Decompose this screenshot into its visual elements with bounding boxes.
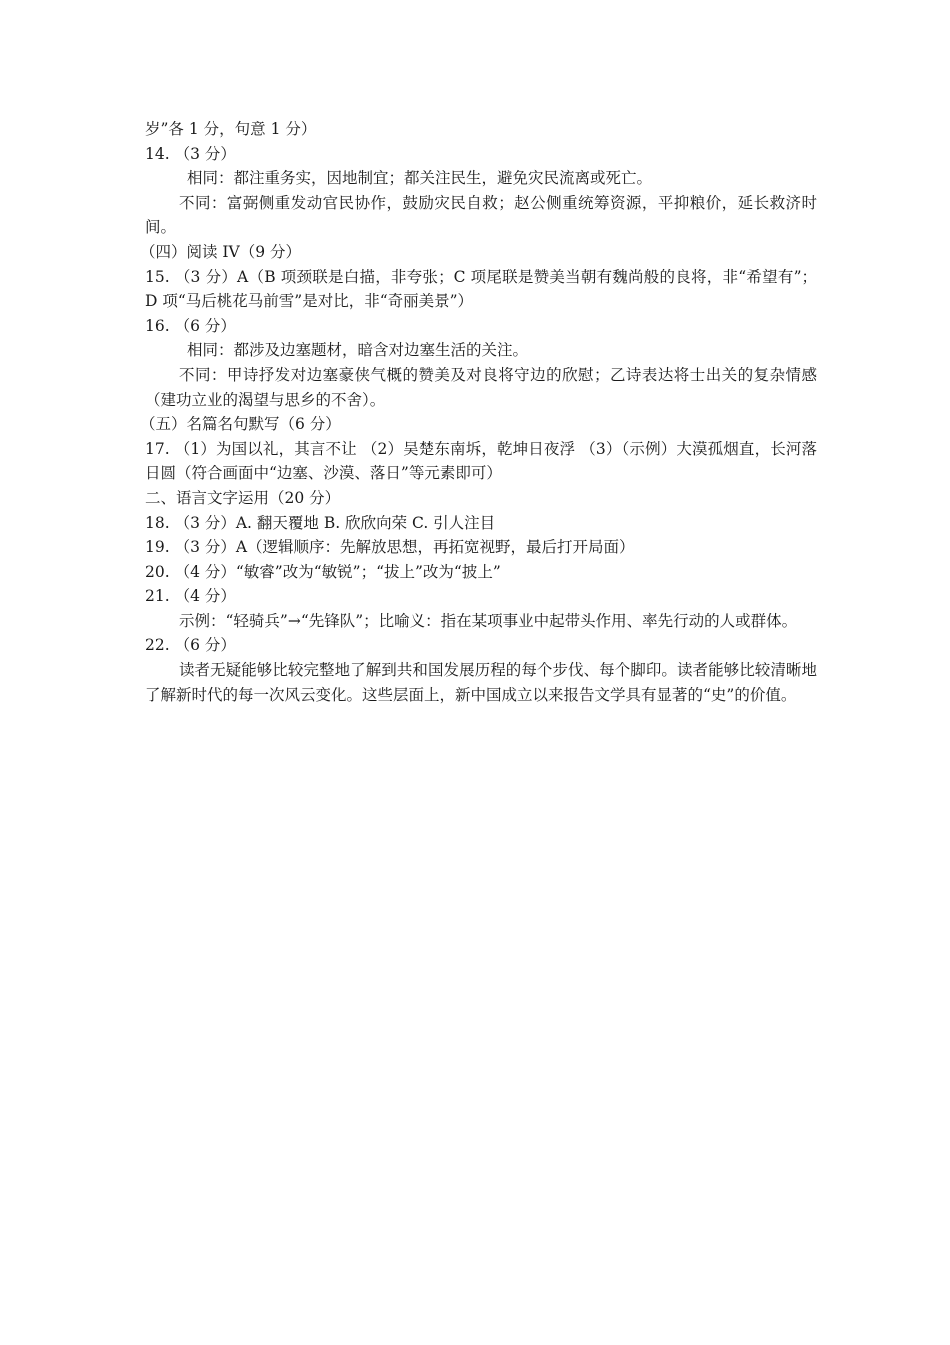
answer-content (140, 117, 817, 707)
question-14-similarity: 相同：都注重务实，因地制宜；都关注民生，避免灾民流离或死亡。 (187, 169, 653, 188)
section-dictation: （五）名篇名句默写（6 分） (140, 415, 341, 434)
text-line: 岁”各 1 分，句意 1 分） (145, 120, 317, 138)
question-17-answer: 17. （1）为国以礼，其言不让 （2）吴楚东南坼，乾坤日夜浮 （3）（示例）大漠孤烟直，长河落日圆（符合画面中“边塞、沙漠、落日”等元素即可） (145, 439, 817, 483)
question-21-answer: 示例：“轻骑兵”→“先锋队”；比喻义：指在某项事业中起带头作用、率先行动的人或群体。 (179, 611, 798, 630)
section-reading-iv: （四）阅读 IV（9 分） (140, 242, 302, 261)
section-language-use: 二、语言文字运用（20 分） (145, 488, 341, 507)
question-16-similarity: 相同：都涉及边塞题材，暗含对边塞生活的关注。 (187, 341, 529, 360)
question-14-heading: 14. （3 分） (145, 144, 236, 163)
question-14-difference: 不同：富弼侧重发动官民协作，鼓励灾民自救；赵公侧重统筹资源，平抑粮价，延长救济时间。 (145, 193, 817, 237)
question-20-answer: 20. （4 分）“敏睿”改为“敏锐”；“拔上”改为“披上” (145, 562, 501, 581)
question-22-heading: 22. （6 分） (145, 636, 236, 655)
question-19-answer: 19. （3 分）A（逻辑顺序：先解放思想，再拓宽视野，最后打开局面） (145, 538, 635, 557)
question-16-difference: 不同：甲诗抒发对边塞豪侠气概的赞美及对良将守边的欣慰；乙诗表达将士出关的复杂情感（建功立业的渴望与思乡的不舍）。 (145, 365, 817, 409)
question-16-heading: 16. （6 分） (145, 316, 236, 335)
question-15-answer: 15. （3 分）A（B 项颈联是白描，非夸张；C 项尾联是赞美当朝有魏尚般的良将，非“希望有”；D 项“马后桃花马前雪”是对比，非“奇丽美景”） (145, 267, 817, 311)
question-18-answer: 18. （3 分）A. 翻天覆地 B. 欣欣向荣 C. 引人注目 (145, 513, 496, 532)
question-22-answer: 读者无疑能够比较完整地了解到共和国发展历程的每个步伐、每个脚印。读者能够比较清晰地了解新时代的每一次风云变化。这些层面上，新中国成立以来报告文学具有显著的“史”的价值。 (145, 661, 817, 704)
question-21-heading: 21. （4 分） (145, 587, 236, 606)
